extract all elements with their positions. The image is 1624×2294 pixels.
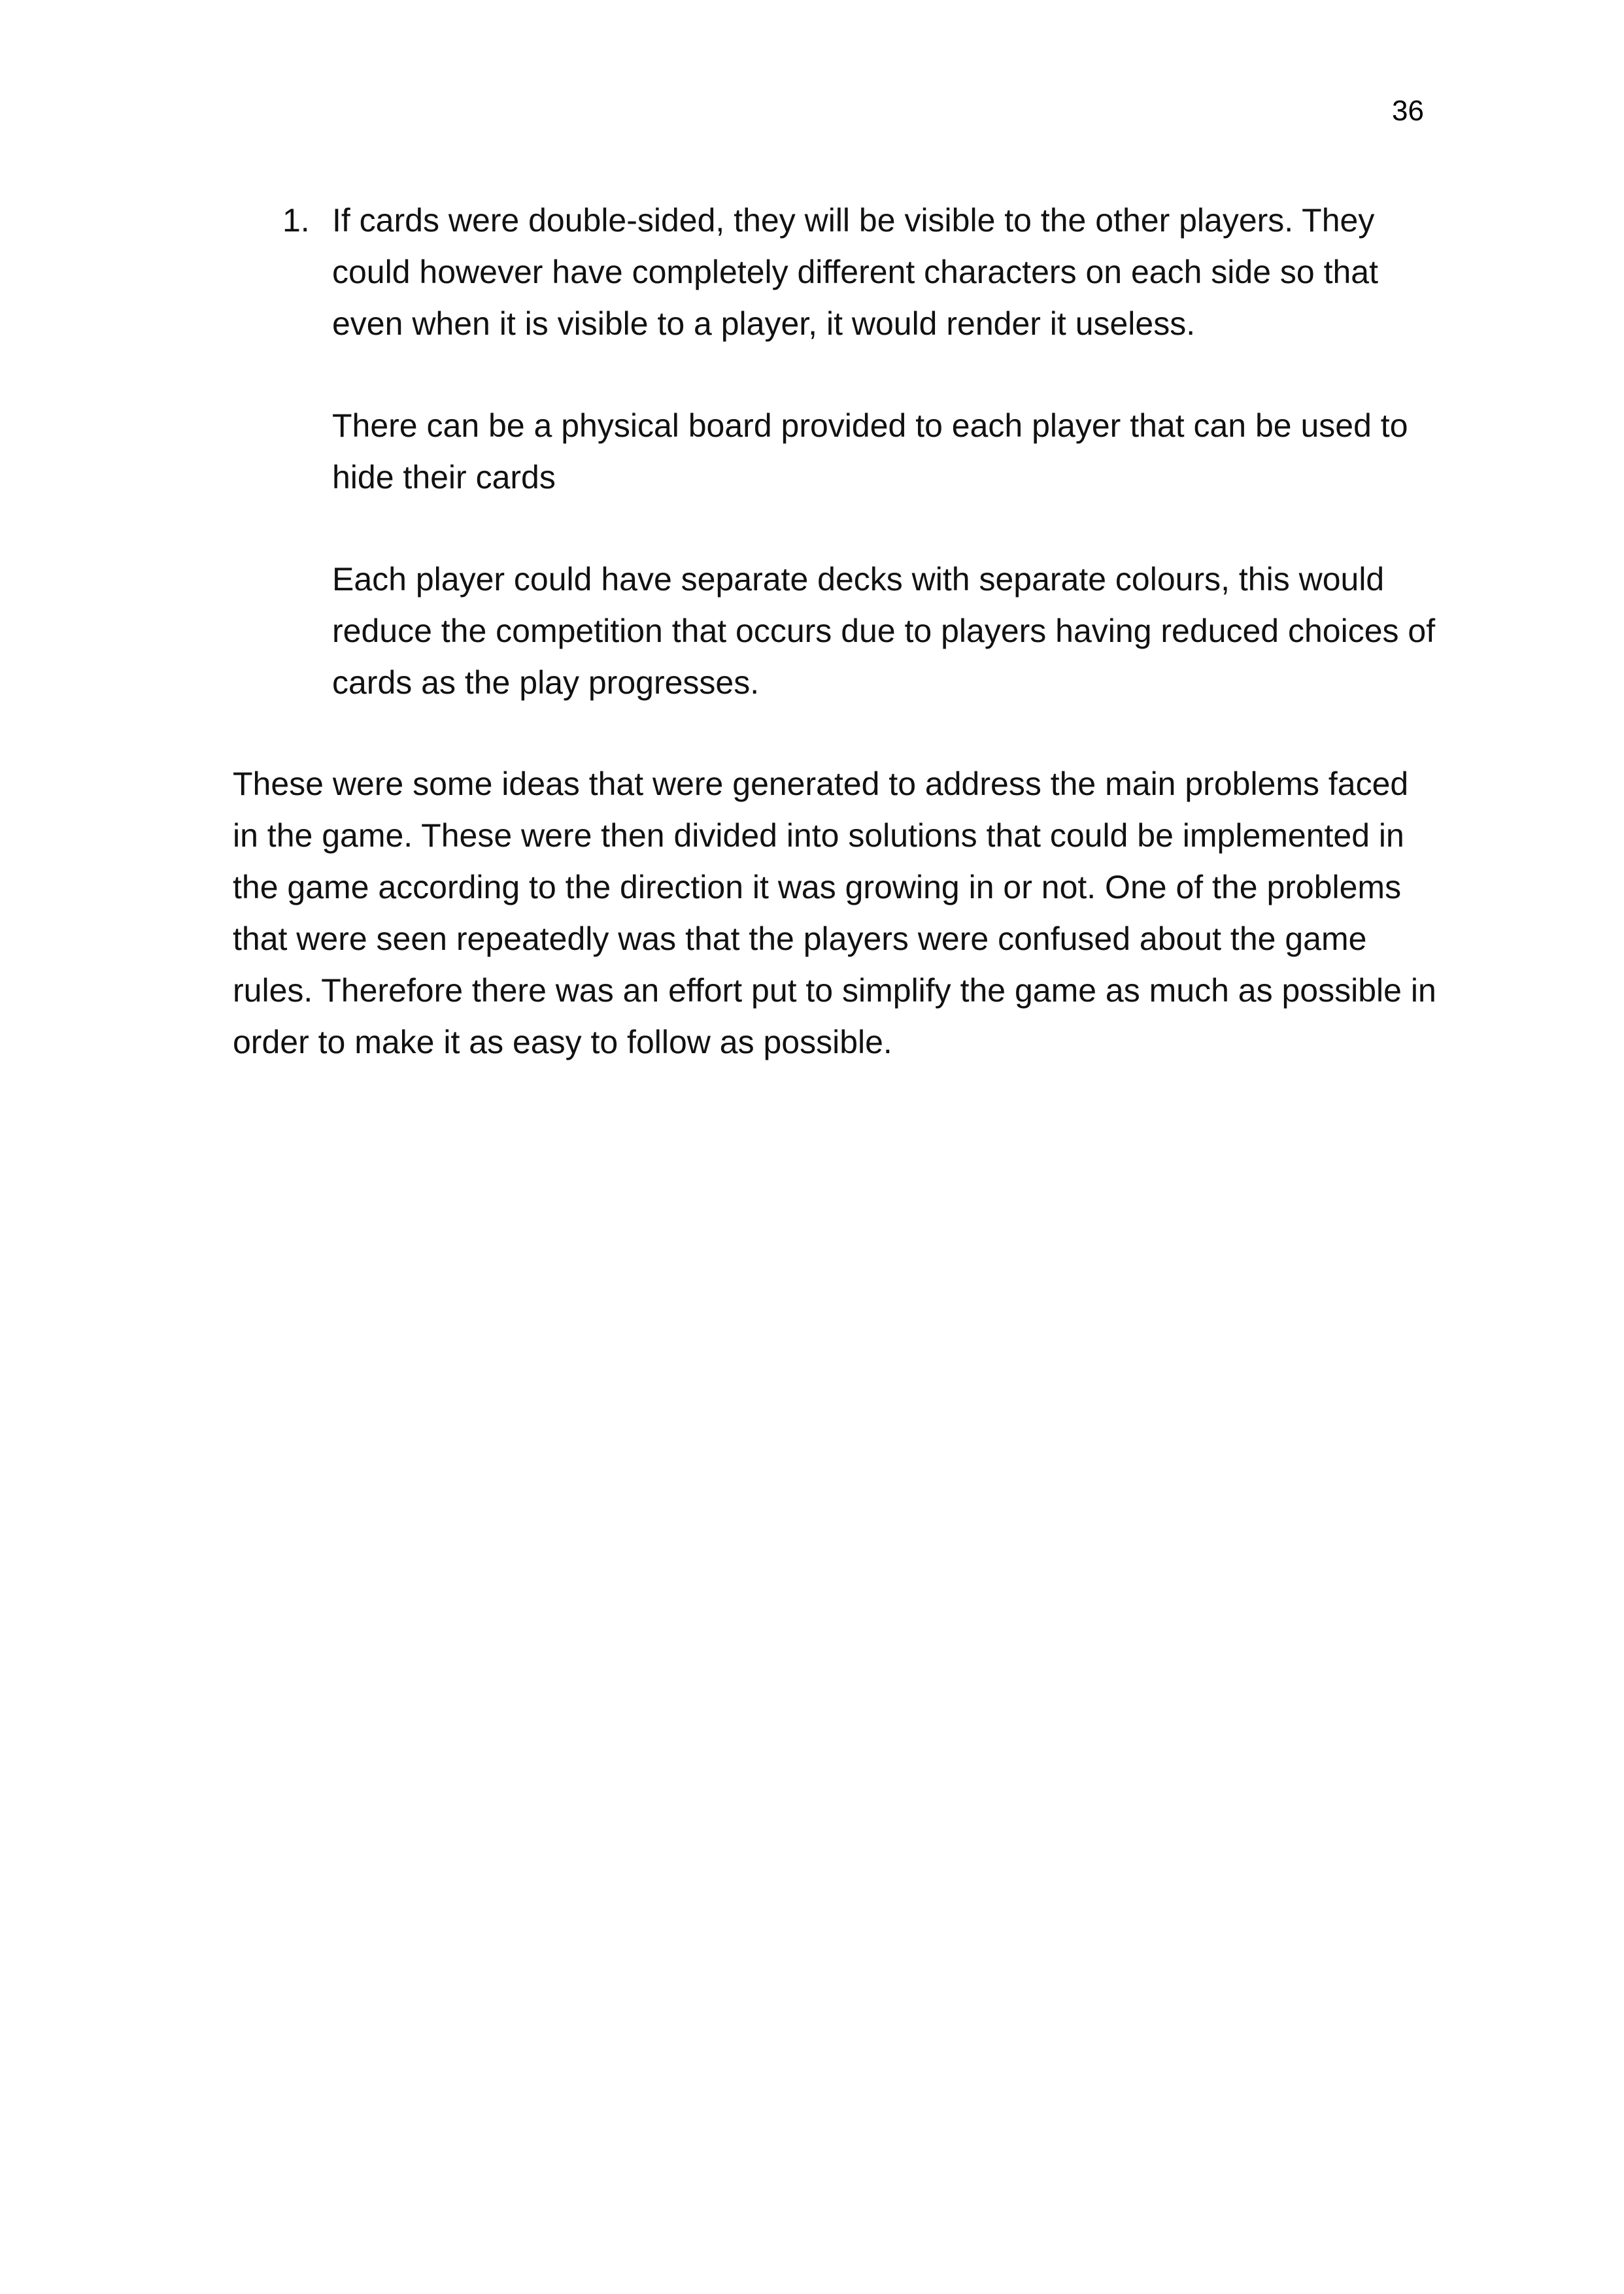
list-item-paragraph: If cards were double-sided, they will be visible to the other players. They could however have completely different characters on each side so that even when it is visible to a player, it would render it useless. <box>332 202 1378 342</box>
body-paragraph: These were some ideas that were generated to address the main problems faced in the game. These were then divided into solutions that could be implemented in the game according to the direction it was growing in or not. One of the problems that were seen repeatedly was that the players were confused about the game rules. Therefore there was an effort put to simplify the game as much as possible in order to make it as easy to follow as possible. <box>233 766 1436 1060</box>
page-content <box>233 195 1442 1068</box>
page-number: 36 <box>1392 95 1424 127</box>
numbered-list <box>233 195 1442 709</box>
list-item <box>233 195 1442 709</box>
list-item-paragraph: Each player could have separate decks with separate colours, this would reduce the competition that occurs due to players having reduced choices of cards as the play progresses. <box>332 561 1436 701</box>
list-item-number: 1. <box>282 202 310 239</box>
list-item-paragraph: There can be a physical board provided to each player that can be used to hide their cards <box>332 407 1408 496</box>
